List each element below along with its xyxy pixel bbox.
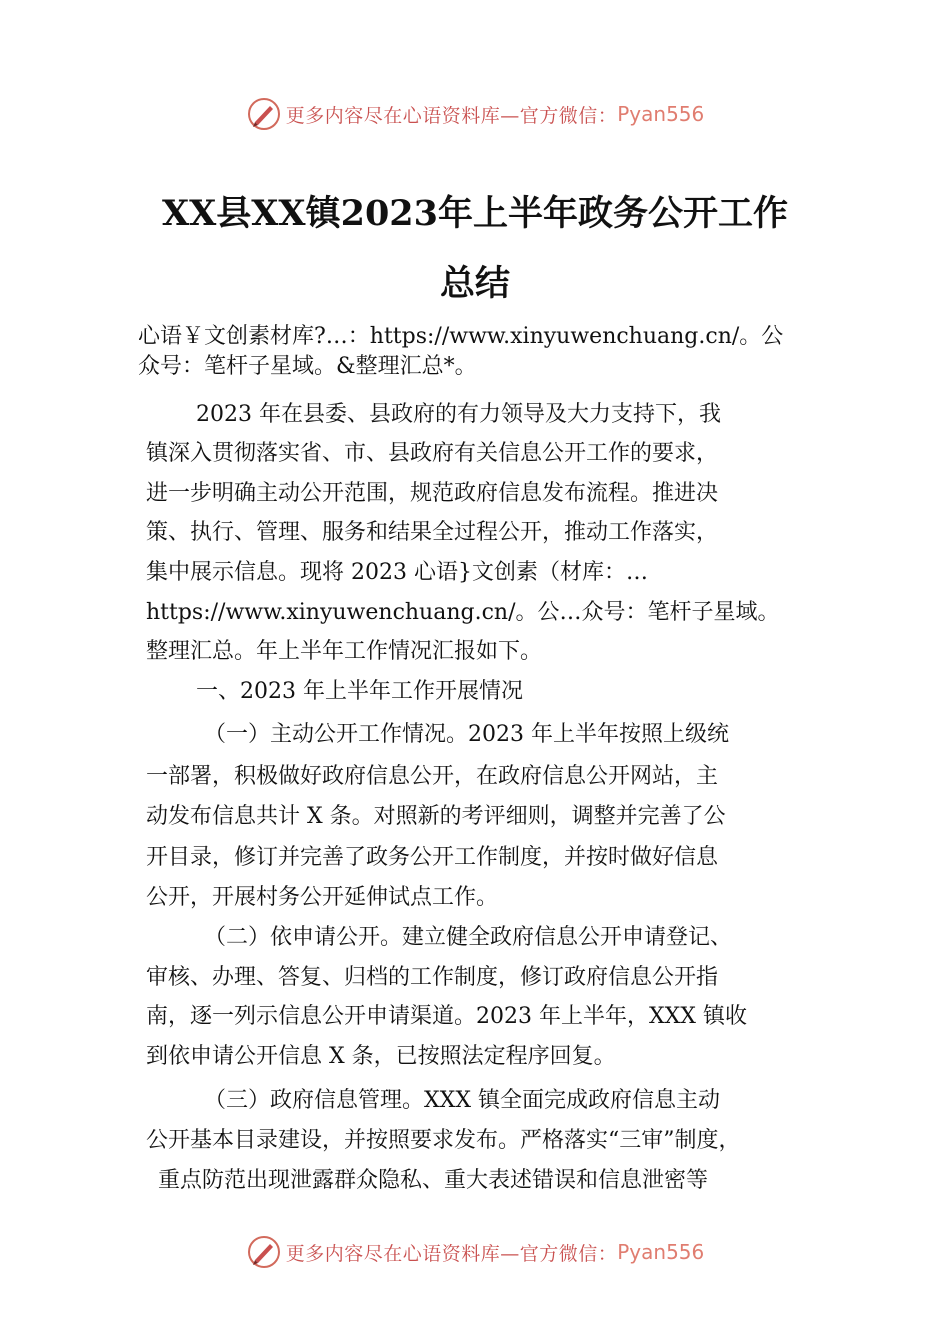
body-line: （二）依申请公开。建立健全政府信息公开申请登记、 [204, 925, 733, 950]
watermark-wechat-id: Pyan556 [617, 1240, 705, 1264]
body-line: 整理汇总。年上半年工作情况汇报如下。 [146, 639, 543, 664]
body-line: 南，逐一列示信息公开申请渠道。2023 年上半年，XXX 镇收 [146, 1004, 747, 1029]
watermark-bottom [0, 1232, 950, 1272]
body-line: 集中展示信息。现将 2023 心语}文创素（材库：… [146, 560, 648, 585]
body-line: 开目录，修订并完善了政务公开工作制度，并按时做好信息 [146, 845, 719, 870]
body-line: （一）主动公开工作情况。2023 年上半年按照上级统 [204, 722, 729, 747]
body-line: 公开，开展村务公开延伸试点工作。 [146, 885, 499, 910]
watermark-wechat-id: Pyan556 [617, 102, 705, 126]
body-line: 心语￥文创素材库?…：https://www.xinyuwenchuang.cn/。公 [138, 324, 784, 349]
pen-logo-icon [246, 1234, 282, 1270]
body-line: （三）政府信息管理。XXX 镇全面完成政府信息主动 [204, 1088, 720, 1113]
document-title-line-1: XX县XX镇2023年上半年政务公开工作 [161, 193, 789, 234]
watermark-brand-text: 更多内容尽在心语资料库—官方微信： [285, 1242, 618, 1265]
body-line: 2023 年在县委、县政府的有力领导及大力支持下，我 [196, 402, 721, 427]
document-title-line-2: 总结 [439, 263, 510, 304]
body-line: 到依申请公开信息 X 条，已按照法定程序回复。 [146, 1044, 616, 1069]
body-line: 众号：笔杆子星域。&整理汇总*。 [138, 354, 477, 379]
body-line: 重点防范出现泄露群众隐私、重大表述错误和信息泄密等 [158, 1168, 709, 1193]
section-heading: 一、2023 年上半年工作开展情况 [196, 679, 523, 704]
body-line: 一部署，积极做好政府信息公开，在政府信息公开网站，主 [146, 764, 719, 789]
body-line: 镇深入贯彻落实省、市、县政府有关信息公开工作的要求， [146, 441, 719, 466]
body-line: 进一步明确主动公开范围，规范政府信息发布流程。推进决 [146, 481, 719, 506]
body-line: 策、执行、管理、服务和结果全过程公开，推动工作落实， [146, 520, 719, 545]
watermark-top [0, 94, 950, 134]
pen-logo-icon [246, 96, 282, 132]
body-line: https://www.xinyuwenchuang.cn/。公…众号：笔杆子星域。 [146, 600, 780, 625]
body-line: 公开基本目录建设，并按照要求发布。严格落实“三审”制度， [146, 1128, 741, 1153]
body-line: 动发布信息共计 X 条。对照新的考评细则，调整并完善了公 [146, 804, 726, 829]
watermark-brand-text: 更多内容尽在心语资料库—官方微信： [285, 104, 618, 127]
body-line: 审核、办理、答复、归档的工作制度，修订政府信息公开指 [146, 965, 719, 990]
